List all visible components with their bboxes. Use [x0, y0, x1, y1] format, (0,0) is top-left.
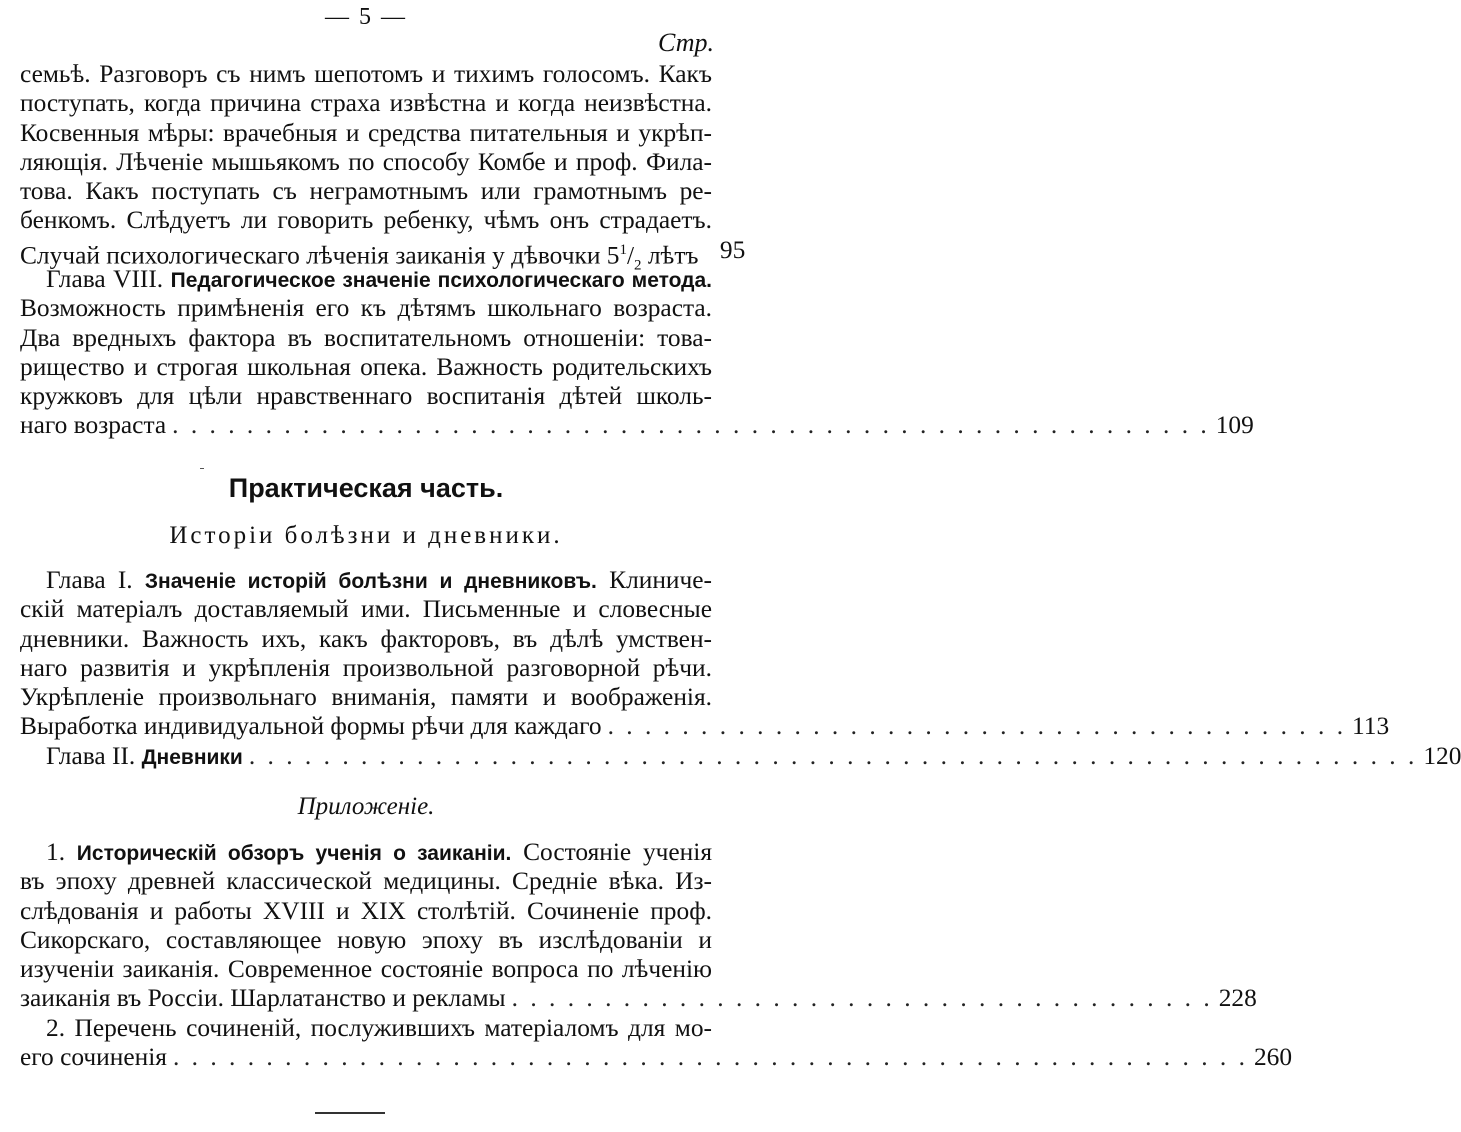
text-line: Косвенныя мѣры: врачебныя и средства питательныя и укрѣп- [20, 118, 712, 147]
text-line-end: Случай психологическаго лѣченія заиканія у дѣвочки $5^1/_2$ лѣтъ [20, 241, 699, 274]
text-line: изученіи заиканія. Современное состояніе вопроса по лѣченію [20, 955, 712, 984]
chapter-heading-line [46, 742, 243, 771]
page-ref: 260 [1253, 1043, 1293, 1072]
text-line: Два вредныхъ фактора въ воспитательномъ отношеніи: това- [20, 323, 712, 352]
line-text: его сочиненія [20, 1043, 167, 1072]
page-column-heading: Стр. [658, 28, 714, 57]
text-line-with-page [20, 712, 1390, 741]
chapter-title: Педагогическое значеніе психологическаго метода. [170, 269, 712, 292]
text-line: скій матеріалъ доставляемый ими. Письменные и словесные [20, 595, 712, 624]
chapter-heading-line [20, 265, 712, 294]
text-line-with-page [20, 411, 1254, 440]
text-line: бенкомъ. Слѣдуетъ ли говорить ребенку, чѣмъ онъ страдаетъ. [20, 206, 712, 235]
page-number: — 5 — [325, 4, 407, 30]
text-line: Укрѣпленіе произвольнаго вниманія, памяти и воображенія. [20, 683, 712, 712]
text-line: ляющія. Лѣченіе мышьякомъ по способу Комбе и проф. Фила- [20, 147, 712, 176]
text-line: кружковъ для цѣли нравственнаго воспитанія дѣтей школь- [20, 382, 712, 411]
text-line: Возможность примѣненія его къ дѣтямъ школьнаго возраста. [20, 294, 712, 323]
line-text: Выработка индивидуальной формы рѣчи для каждаго [20, 712, 602, 741]
item-title: Историческій обзоръ ученія о заиканіи. [76, 842, 512, 865]
text-line-with-page [20, 1043, 1293, 1072]
text-line: Сикорскаго, составляющее новую эпоху въ изслѣдованіи и [20, 925, 712, 954]
spacer [699, 236, 720, 265]
divider-mark [200, 468, 204, 469]
footer-rule [315, 1112, 385, 1114]
page-ref: 109 [1215, 411, 1254, 440]
text-line: семьѣ. Разговоръ съ нимъ шепотомъ и тихимъ голосомъ. Какъ [20, 60, 712, 88]
dot-leader: . . . . . . . . . . . . . . . . . . . . . . . . . . . . . . . . . . . . . . . . . . . . . . . . . . . . . . . . [172, 411, 1210, 440]
fraction-numerator: 1 [619, 241, 627, 258]
text-line: наго развитія и укрѣпленія произвольной разговорной рѣчи. [20, 653, 712, 682]
dot-leader: . . . . . . . . . . . . . . . . . . . . . . . . . . . . . . . . . . . . . . . . [607, 712, 1347, 741]
item-prefix: 1. [46, 838, 77, 866]
dot-leader: . . . . . . . . . . . . . . . . . . . . . . . . . . . . . . . . . . . . . . . . . . . . . . . . . . . . . . . . . . . . . . . [248, 741, 1418, 770]
page-ref: 228 [1218, 984, 1257, 1013]
fraction-denominator: 2 [634, 257, 642, 274]
line-text: наго возраста [20, 411, 167, 440]
toc-entry-appendix-1 [20, 838, 1293, 1072]
appendix-title: Приложеніе. [297, 793, 435, 820]
text-line: това. Какъ поступать съ неграмотнымъ или грамотнымъ ре- [20, 177, 712, 206]
chapter-heading-line [20, 566, 712, 595]
chapter-prefix: Глава I. [46, 566, 145, 594]
chapter-prefix: Глава II. [46, 741, 142, 770]
dot-leader: . . . . . . . . . . . . . . . . . . . . . . . . . . . . . . . . . . . . . . [511, 984, 1213, 1013]
text-line: 2. Перечень сочиненій, послужившихъ матеріаломъ для мо- [46, 1013, 712, 1042]
dot-leader: . . . . . . . . . . . . . . . . . . . . . . . . . . . . . . . . . . . . . . . . . . . . . . . . . . . . . . . . . . [172, 1043, 1248, 1072]
chapter-title: Значеніе исторій болѣзни и дневниковъ. [144, 570, 597, 593]
text-line-with-page [20, 235, 746, 274]
line-text: заиканія въ Россіи. Шарлатанство и рекламы [20, 984, 506, 1013]
item-title-tail: Состояніе ученія [511, 838, 713, 866]
toc-entry-continuation [20, 60, 746, 274]
text-line: слѣдованія и работы XVIII и XIX столѣтій. Сочиненіе проф. [20, 896, 712, 925]
page-ref: 95 [719, 235, 746, 264]
line-tail: лѣтъ [641, 241, 699, 270]
toc-entry-chapter-8 [20, 265, 1254, 441]
toc-entry-chapter-2 [20, 741, 1461, 771]
text-line: въ эпоху древней классической медицины. Средніе вѣка. Из- [20, 867, 712, 896]
page-ref: 113 [1352, 712, 1390, 741]
line-text: Случай психологическаго лѣченія заиканія у дѣвочки 5 [20, 241, 620, 270]
page-ref: 120 [1423, 741, 1461, 770]
subsection-title: Исторіи болѣзни и дневники. [169, 522, 563, 549]
chapter-title-tail: Клиниче- [596, 566, 712, 594]
toc-entry-chapter-1 [20, 566, 1461, 771]
chapter-title: Дневники [141, 745, 243, 769]
appendix-heading-line [20, 838, 712, 867]
text-line: рищество и строгая школьная опека. Важность родительскихъ [20, 352, 712, 381]
text-line-with-page [20, 984, 1257, 1013]
chapter-prefix: Глава VIII. [46, 265, 171, 293]
text-line: дневники. Важность ихъ, какъ факторовъ, въ дѣлѣ умствен- [20, 624, 712, 653]
section-title: Практическая часть. [228, 473, 504, 503]
text-line: поступать, когда причина страха извѣстна и когда неизвѣстна. [20, 89, 712, 118]
